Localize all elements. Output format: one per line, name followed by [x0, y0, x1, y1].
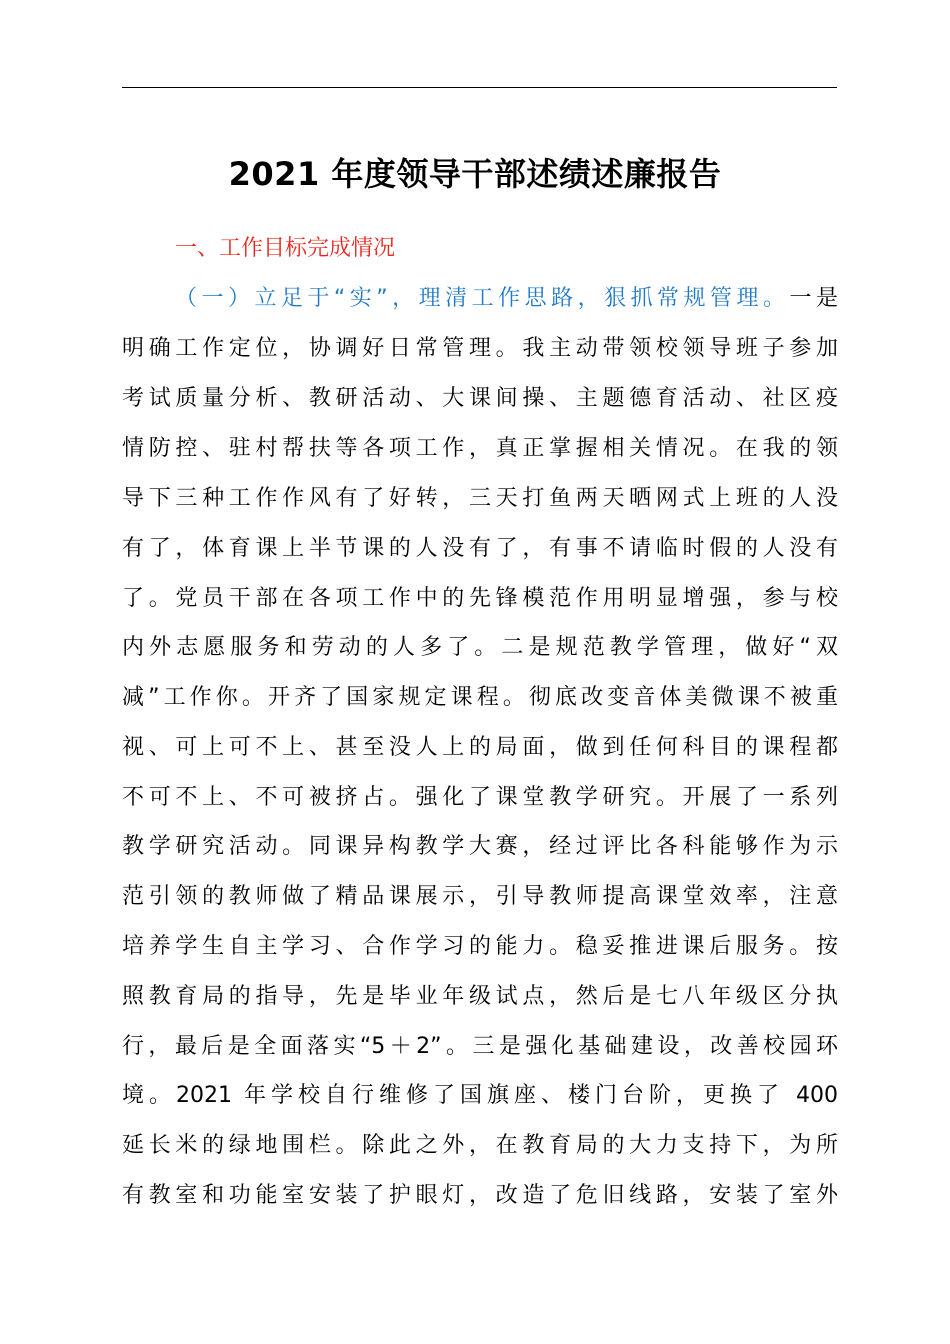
body-line: 境。2021 年学校自行维修了国旗座、楼门台阶，更换了 400: [122, 1083, 838, 1108]
body-line: 了。党员干部在各项工作中的先锋模范作用明显增强，参与校: [122, 586, 838, 611]
body-line: 教学研究活动。同课异构教学大赛，经过评比各科能够作为示: [122, 834, 838, 859]
body-line: 有教室和功能室安装了护眼灯，改造了危旧线路，安装了室外: [122, 1183, 838, 1208]
paragraph-first-line: [175, 281, 838, 317]
body-line: 有了，体育课上半节课的人没有了，有事不请临时假的人没有: [122, 536, 838, 561]
body-line: 明确工作定位，协调好日常管理。我主动带领校领导班子参加: [122, 336, 838, 361]
body-line: 不可不上、不可被挤占。强化了课堂教学研究。开展了一系列: [122, 785, 838, 810]
document-title: 2021 年度领导干部述绩述廉报告: [228, 155, 722, 193]
body-line: 范引领的教师做了精品课展示，引导教师提高课堂效率，注意: [122, 884, 838, 909]
subheading: （一）立足于“实”，理清工作思路，狠抓常规管理。: [175, 286, 790, 311]
body-line: 培养学生自主学习、合作学习的能力。稳妥推进课后服务。按: [122, 934, 838, 959]
section-heading: 一、工作目标完成情况: [175, 236, 396, 261]
body-line: 考试质量分析、教研活动、大课间操、主题德育活动、社区疫: [122, 386, 838, 411]
body-line: 导下三种工作作风有了好转，三天打鱼两天晒网式上班的人没: [122, 486, 838, 511]
body-line: 行，最后是全面落实“5＋2”。三是强化基础建设，改善校园环: [122, 1034, 838, 1059]
body-line: 照教育局的指导，先是毕业年级试点，然后是七八年级区分执: [122, 984, 838, 1009]
header-rule: [122, 87, 837, 88]
first-line-text: 一是: [789, 286, 838, 311]
body-line: 延长米的绿地围栏。除此之外，在教育局的大力支持下，为所: [122, 1133, 838, 1158]
body-line: 内外志愿服务和劳动的人多了。二是规范教学管理，做好“双: [122, 635, 838, 660]
body-line: 情防控、驻村帮扶等各项工作，真正掌握相关情况。在我的领: [122, 436, 838, 461]
body-line: 视、可上可不上、甚至没人上的局面，做到任何科目的课程都: [122, 735, 838, 760]
body-line: 减”工作你。开齐了国家规定课程。彻底改变音体美微课不被重: [122, 685, 838, 710]
